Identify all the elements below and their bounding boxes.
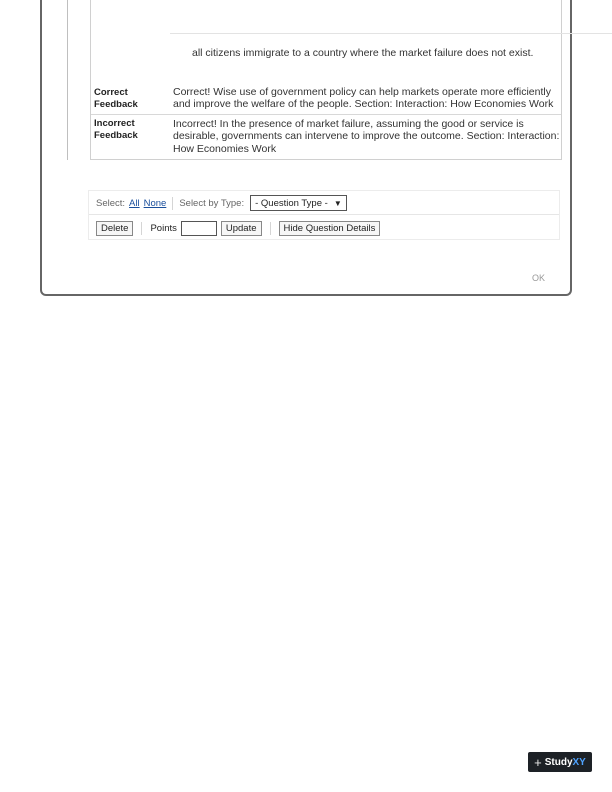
toolbar-divider [141, 222, 142, 235]
incorrect-feedback-label: Incorrect Feedback [94, 118, 138, 141]
indent-line [67, 0, 68, 160]
incorrect-feedback-text: Incorrect! In the presence of market failure, assuming the good or service is desirable, governments can intervene to improve the outcome. Section: Interaction: How Economies Work [173, 118, 560, 155]
correct-feedback-label: Correct Feedback [94, 87, 138, 110]
update-button[interactable]: Update [221, 221, 262, 236]
correct-feedback-text: Correct! Wise use of government policy can help markets operate more efficiently and improve the welfare of the people. Section: Interaction: How Economies Work [173, 86, 554, 111]
plus-icon: + [534, 754, 542, 770]
toolbar-divider [270, 222, 271, 235]
question-type-value: - Question Type - [255, 197, 328, 209]
points-label: Points [150, 222, 177, 234]
selection-row [96, 194, 347, 212]
dropdown-arrow-icon: ▼ [333, 198, 342, 208]
studyxy-logo [528, 752, 592, 772]
logo-text-accent: XY [572, 756, 586, 768]
actions-row [96, 219, 380, 237]
select-by-type-label: Select by Type: [179, 197, 245, 209]
toolbar-row-divider [89, 214, 559, 215]
answer-divider [170, 33, 612, 34]
answer-option-text: all citizens immigrate to a country where the market failure does not exist. [192, 47, 534, 59]
question-type-select[interactable] [250, 195, 347, 211]
ok-button[interactable]: OK [532, 273, 546, 283]
points-input[interactable] [181, 221, 217, 236]
select-none-link[interactable]: None [143, 197, 167, 209]
feedback-divider [91, 114, 561, 115]
hide-question-details-button[interactable]: Hide Question Details [279, 221, 381, 236]
select-all-link[interactable]: All [129, 197, 140, 209]
select-label: Select: [96, 197, 126, 209]
logo-text-main: Study [544, 756, 573, 768]
delete-button[interactable]: Delete [96, 221, 133, 236]
toolbar-divider [172, 197, 173, 210]
